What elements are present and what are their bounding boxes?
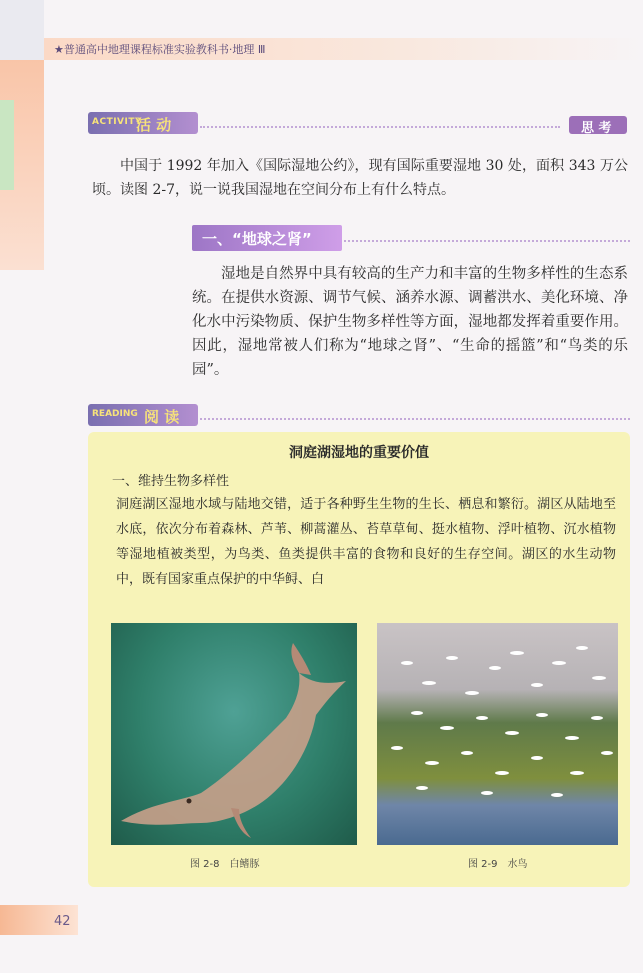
activity-text: 中国于 1992 年加入《国际湿地公约》，现有国际重要湿地 30 处，面积 343 万公顷。读图 2-7，说一说我国湿地在空间分布上有什么特点。	[92, 158, 628, 198]
activity-divider	[200, 126, 560, 128]
activity-tag-en: ACTIVITY	[92, 117, 143, 127]
dolphin-photo	[111, 623, 357, 845]
section-body: 湿地是自然界中具有较高的生产力和丰富的生物多样性的生态系统。在提供水资源、调节气候、涵养水源、调蓄洪水、美化环境、净化水中污染物质、保护生物多样性等方面，湿地都发挥着重要作用。因此，湿地常被人们称为“地球之肾”、“生命的摇篮”和“鸟类的乐园”。	[192, 266, 628, 378]
birds-illustration	[377, 623, 618, 845]
left-margin-strip	[0, 0, 44, 973]
reading-tag-cn: 阅 读	[144, 408, 180, 426]
reading-text: 洞庭湖区湿地水域与陆地交错，适于各种野生生物的生长、栖息和繁衍。湖区从陆地至水底，依次分布着森林、芦苇、柳蒿灌丛、苔草草甸、挺水植物、浮叶植物、沉水植物等湿地植被类型，为鸟类、鱼类提供丰富的食物和良好的生存空间。湖区的水生动物中，既有国家重点保护的中华鲟、白	[116, 497, 616, 587]
header-text: ★普通高中地理课程标准实验教科书·地理 Ⅲ	[54, 43, 266, 56]
reading-title: 洞庭湖湿地的重要价值	[289, 445, 429, 461]
section-heading-tag	[192, 225, 342, 251]
figure-caption-birds: 图 2-9 水鸟	[468, 859, 528, 870]
section-heading: 一、“地球之肾”	[202, 230, 312, 248]
reading-tag-en: READING	[92, 409, 138, 419]
dolphin-illustration	[111, 623, 357, 845]
reading-divider	[200, 418, 630, 420]
book-header	[44, 38, 643, 60]
page-number: 42	[54, 914, 71, 929]
margin-decoration-green	[0, 100, 14, 190]
reading-tag	[88, 404, 198, 426]
waterbirds-photo	[377, 623, 618, 845]
section-divider	[344, 240, 630, 242]
figure-caption-dolphin: 图 2-8 白鳍豚	[190, 859, 260, 870]
think-label: 思 考	[581, 121, 612, 136]
think-tag	[569, 116, 627, 134]
reading-subheading: 一、维持生物多样性	[112, 474, 230, 489]
activity-tag-cn: 活 动	[136, 116, 172, 134]
activity-tag	[88, 112, 198, 134]
